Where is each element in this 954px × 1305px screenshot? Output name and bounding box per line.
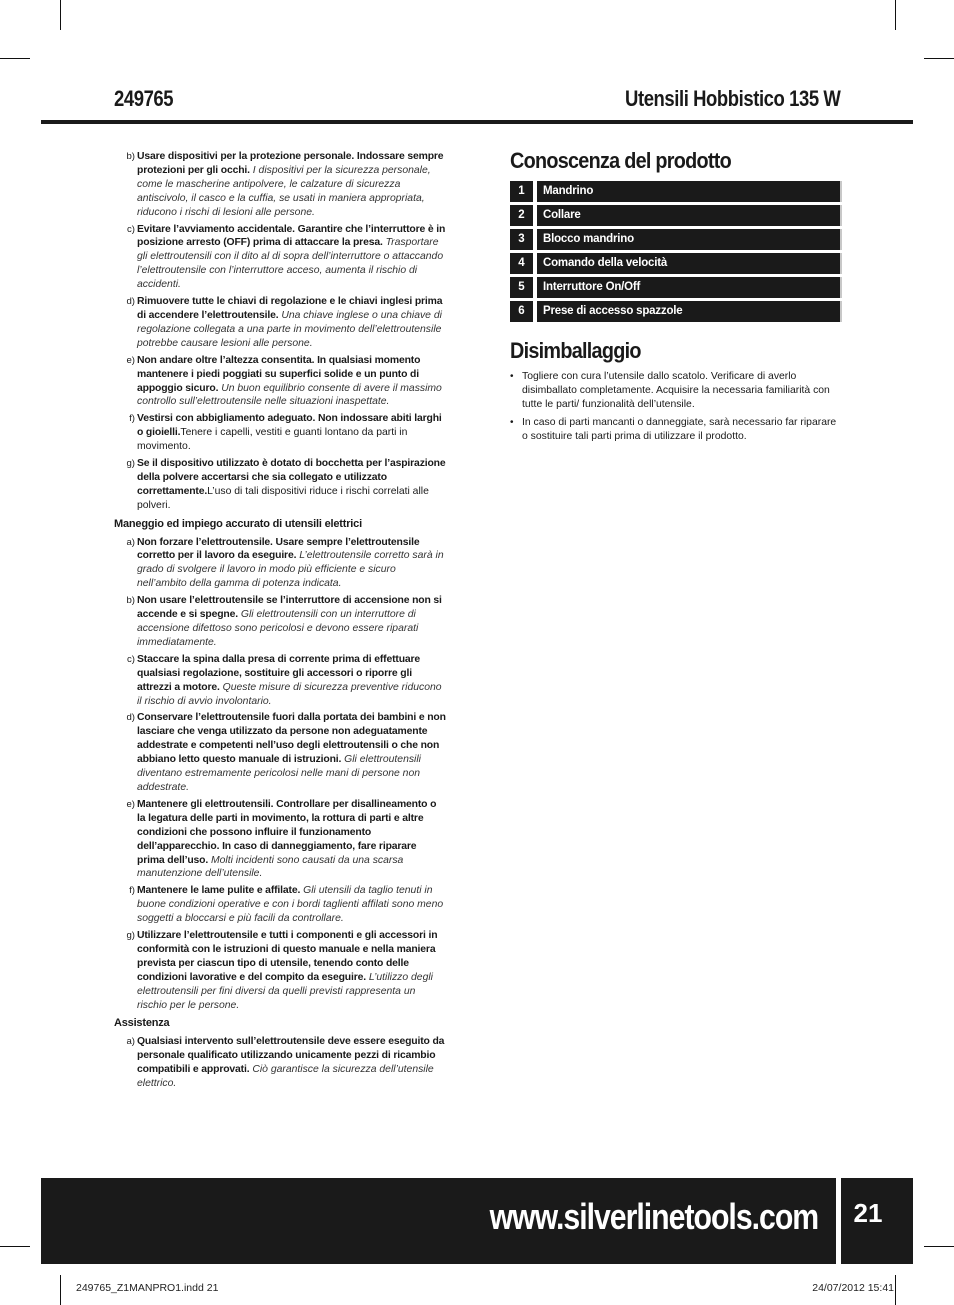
item-text [137, 223, 446, 293]
item-italic: Molti incidenti sono causati da una scarsa manutenzione dell’utensile. [137, 854, 404, 880]
part-number: 3 [510, 229, 533, 250]
handling-list [114, 536, 446, 1013]
part-row [510, 301, 842, 322]
product-heading: Conoscenza del prodotto [510, 148, 732, 173]
part-label: Prese di accesso spazzole [537, 301, 840, 322]
list-item [114, 653, 446, 709]
item-label: c) [127, 653, 135, 665]
bullet-dot-icon: • [510, 417, 514, 428]
page-number-box [841, 1178, 913, 1264]
item-bold: Rimuovere tutte le chiavi di regolazione e le chiavi inglesi prima di accendere l’elettroutensile. [137, 296, 443, 321]
bullet-text: In caso di parti mancanti o danneggiate, sarà necessario far riparare o sostituire tali parti prima di utilizzare il prodotto. [522, 417, 837, 442]
part-row-edge [840, 229, 842, 250]
list-item [114, 354, 446, 410]
safety-list [114, 150, 446, 513]
item-italic: L’utilizzo degli elettroutensili per fini diversi da quelli previsti rappresenta un rischio per le persone. [137, 971, 433, 1011]
parts-list [510, 181, 842, 322]
list-item [114, 412, 446, 454]
crop-mark [60, 1275, 61, 1305]
item-label: d) [126, 296, 135, 308]
item-italic: Queste misure di sicurezza preventive riducono il rischio di avvio involontario. [137, 681, 442, 707]
list-item [114, 1035, 446, 1091]
list-item [114, 150, 446, 220]
item-bold: Usare dispositivi per la protezione personale. Indossare sempre protezioni per gli occhi. [137, 151, 444, 176]
part-row-edge [840, 181, 842, 202]
model-number: 249765 [114, 86, 174, 111]
part-label: Collare [537, 205, 840, 226]
part-row [510, 277, 842, 298]
item-label: e) [126, 798, 135, 810]
item-text [137, 295, 446, 351]
part-number: 6 [510, 301, 533, 322]
item-italic: Gli elettroutensili diventano estremamente pericolosi nelle mani di persone non addestrate. [137, 754, 421, 793]
item-bold: Evitare l’avviamento accidentale. Garantire che l’interruttore è in posizione arresto (OFF) prima di attaccare la presa. [137, 223, 446, 249]
crop-mark [924, 58, 954, 59]
item-bold: Qualsiasi intervento sull’elettroutensile deve essere eseguito da personale qualificato utilizzando unicamente pezzi di ricambio compatibili e approvati. [137, 1036, 445, 1076]
item-italic: Ciò garantisce la sicurezza dell’utensile elettrico. [137, 1064, 434, 1090]
part-row-edge [840, 277, 842, 298]
service-list [114, 1035, 446, 1091]
crop-mark [60, 0, 61, 30]
part-number: 1 [510, 181, 533, 202]
part-row-edge [840, 205, 842, 226]
list-item [114, 884, 446, 926]
item-bold: Staccare la spina dalla presa di corrente prima di effettuare qualsiasi regolazione, sostituire gli accessori o riporre gli attrezzi a motore. [137, 653, 421, 693]
item-bold: Conservare l’elettroutensile fuori dalla portata dei bambini e non lasciare che venga utilizzato da persone non adeguatamente addestrate e competenti nell’uso degli elettroutensili o che non abbiano letto questo manuale di istruzioni. [137, 712, 446, 766]
part-label: Comando della velocità [537, 253, 840, 274]
item-text [137, 457, 446, 513]
item-text [137, 412, 446, 454]
product-column [510, 148, 842, 448]
list-item [114, 798, 446, 881]
item-text [137, 711, 446, 794]
item-italic: L’elettroutensile corretto sarà in grado di svolgere il lavoro in modo più efficiente e sicuro nell’ambito della gamma di potenza indicata. [137, 550, 444, 590]
item-label: d) [126, 712, 135, 724]
part-row [510, 205, 842, 226]
item-text [137, 150, 446, 220]
item-label: a) [126, 536, 135, 548]
safety-column [114, 150, 446, 1094]
item-label: g) [126, 930, 135, 942]
item-text [137, 1035, 446, 1091]
item-label: c) [127, 223, 135, 235]
item-bold: Non forzare l’elettroutensile. Usare sempre l’elettroutensile corretto per il lavoro da eseguire. [137, 536, 420, 562]
item-bold: Utilizzare l’elettroutensile e tutti i componenti e gli accessori in conformità con le istruzioni di questo manuale e nella maniera prevista per ciascun tipo di utensile, tenendo conto delle condizioni lavorative e del compito da eseguire. [137, 930, 438, 983]
part-label: Interruttore On/Off [537, 277, 840, 298]
item-italic: Trasportare gli elettroutensili con il dito al di sopra dell’interruttore o attaccando l’elettroutensile con l’interruttore acceso, aumenta il rischio di accidenti. [137, 237, 444, 291]
part-row-edge [840, 253, 842, 274]
item-text [137, 594, 446, 650]
item-text [137, 653, 446, 709]
item-bold: Non andare oltre l’altezza consentita. In qualsiasi momento mantenere i piedi poggiati su superfici solide e un punto di appoggio sicuro. [137, 354, 421, 394]
crop-mark [0, 1246, 30, 1247]
part-row-edge [840, 301, 842, 322]
section-heading-service: Assistenza [114, 1017, 170, 1030]
item-label: e) [126, 354, 135, 366]
footer-bar [41, 1178, 836, 1264]
part-label: Blocco mandrino [537, 229, 840, 250]
list-item [114, 536, 446, 592]
page-number: 21 [853, 1198, 883, 1228]
list-item [114, 295, 446, 351]
item-text [137, 354, 446, 410]
item-label: g) [126, 458, 135, 470]
part-label: Mandrino [537, 181, 840, 202]
item-bold: Non usare l’elettroutensile se l’interruttore di accensione non si accende e si spegne. [137, 595, 442, 621]
item-label: f) [129, 413, 135, 425]
item-italic: I dispositivi per la sicurezza personale, come le mascherine antipolvere, le calzature di sicurezza antiscivolo, il casco e la cuffia, se usati in maniera appropriata, riducono i rischi di lesioni alle persone. [137, 164, 431, 218]
item-text [137, 536, 446, 592]
item-italic: Gli utensili da taglio tenuti in buone condizioni operative e con i bordi taglienti affilati sono meno soggetti a bloccarsi e più facili da controllare. [137, 885, 444, 925]
list-item [114, 929, 446, 1012]
item-italic: Un buon equilibrio consente di avere il massimo controllo sull’elettroutensile nelle situazioni inaspettate. [137, 382, 442, 408]
item-bold: Se il dispositivo utilizzato è dotato di bocchetta per l’aspirazione della polvere accertarsi che sia collegato e utilizzato correttamente. [137, 458, 446, 497]
item-label: b) [126, 595, 135, 607]
list-item [114, 594, 446, 650]
item-label: b) [126, 151, 135, 162]
list-item [114, 457, 446, 513]
part-number: 4 [510, 253, 533, 274]
part-row [510, 181, 842, 202]
part-number: 5 [510, 277, 533, 298]
item-bold: Mantenere gli elettroutensili. Controllare per disallineamento o la legatura delle parti in movimento, la rottura di parti e altre condizioni che possono influire il funzionamento dell’apparecchio. In caso di danneggiamento, fare riparare prima dell’uso. [137, 798, 437, 866]
item-normal: L’uso di tali dispositivi riduce i rischi correlati alle polveri. [137, 485, 429, 511]
part-number: 2 [510, 205, 533, 226]
unpack-list [510, 370, 842, 444]
item-italic: Una chiave inglese o una chiave di regolazione collegata a una parte in movimento dell’elettroutensile potrebbe causare lesioni alle persone. [137, 309, 442, 349]
unpack-heading: Disimballaggio [510, 338, 641, 363]
item-text [137, 929, 446, 1012]
list-item [114, 711, 446, 794]
list-item [114, 223, 446, 293]
bullet-text: Togliere con cura l’utensile dallo scatolo. Verificare di averlo disimballato completamente. Acquisire la necessaria familiarità con tutte le parti/ funzionalità dell’utensile. [522, 371, 830, 410]
crop-mark [895, 0, 896, 30]
item-italic: Gli elettroutensili con un interruttore di accensione difettoso sono pericolosi e devono essere riparati immediatamente. [137, 609, 419, 648]
crop-mark [0, 58, 30, 59]
file-slug: 249765_Z1MANPRO1.indd 21 [76, 1282, 219, 1294]
section-heading-handling: Maneggio ed impiego accurato di utensili elettrici [114, 517, 362, 530]
item-normal: Tenere i capelli, vestiti e guanti lontano da parti in movimento. [137, 427, 408, 453]
part-row [510, 229, 842, 250]
header-rule [41, 120, 913, 124]
item-bold: Mantenere le lame pulite e affilate. [137, 885, 301, 897]
item-text [137, 884, 446, 926]
date-slug: 24/07/2012 15:41 [812, 1282, 894, 1294]
part-row [510, 253, 842, 274]
item-label: f) [129, 885, 135, 897]
bullet-dot-icon: • [510, 371, 514, 382]
item-text [137, 798, 446, 881]
page-title: Utensili Hobbistico 135 W [624, 86, 840, 111]
crop-mark [924, 1246, 954, 1247]
item-label: a) [126, 1036, 135, 1048]
bullet-item [510, 370, 842, 412]
crop-mark [895, 1275, 896, 1305]
website-url[interactable]: www.silverlinetools.com [489, 1196, 818, 1237]
item-bold: Vestirsi con abbigliamento adeguato. Non indossare abiti larghi o gioielli. [137, 413, 442, 439]
bullet-item [510, 416, 842, 444]
